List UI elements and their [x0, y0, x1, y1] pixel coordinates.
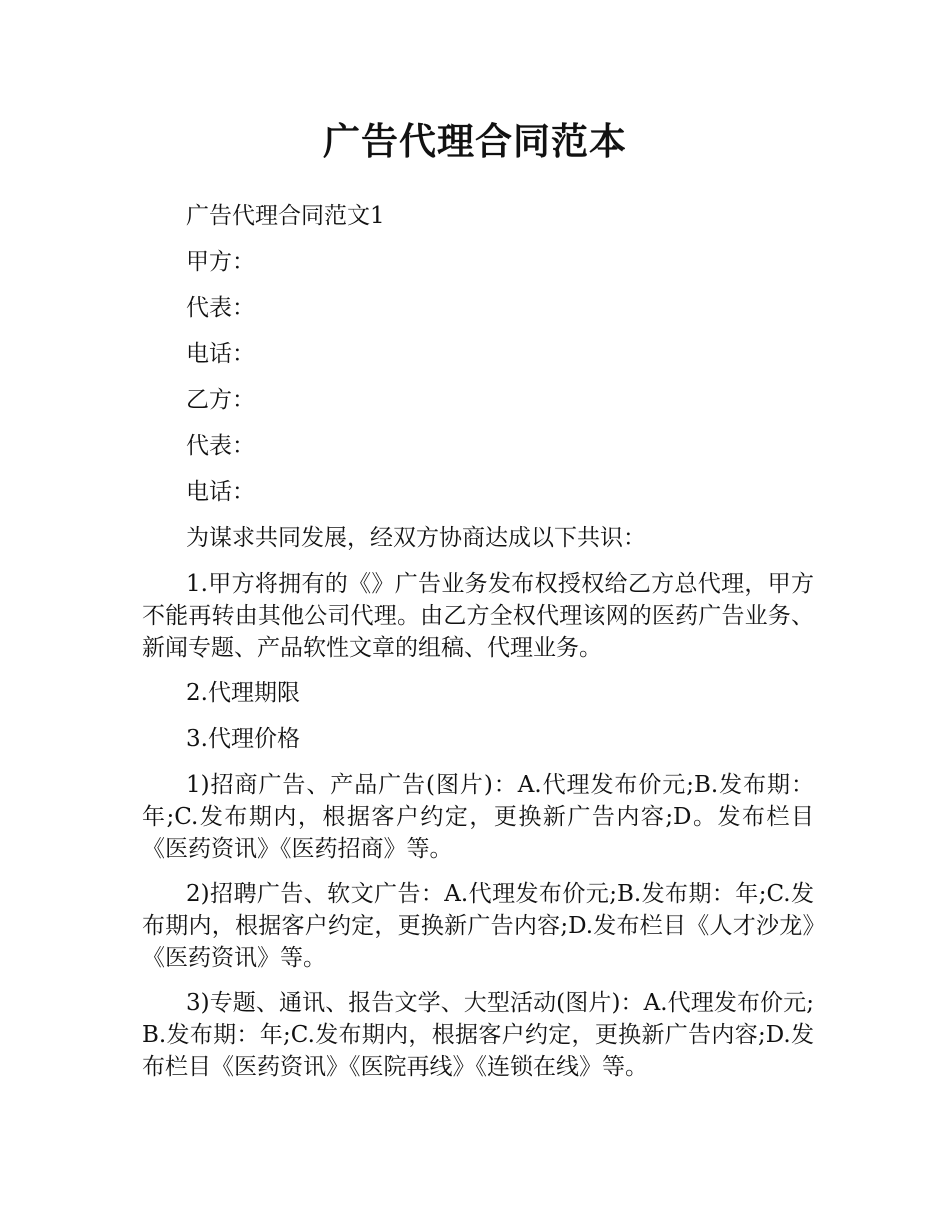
price-item-2: 2)招聘广告、软文广告：A.代理发布价元;B.发布期：年;C.发布期内，根据客户约定，更换新广告内容;D.发布栏目《人才沙龙》《医药资讯》等。 [142, 881, 814, 971]
party-b-label: 乙方： [186, 387, 255, 413]
party-b-phone: 电话： [186, 479, 255, 505]
party-b-representative: 代表： [186, 433, 255, 459]
document-title: 广告代理合同范本 [323, 120, 627, 163]
party-a-phone: 电话： [186, 341, 255, 367]
agreement-intro: 为谋求共同发展，经双方协商达成以下共识： [186, 525, 646, 551]
contract-heading: 广告代理合同范文1 [186, 203, 385, 229]
clause-2-term: 2.代理期限 [186, 680, 300, 706]
clause-3-price: 3.代理价格 [186, 726, 300, 752]
document-body [142, 200, 814, 1096]
clause-1-authorization: 1.甲方将拥有的《》广告业务发布权授权给乙方总代理，甲方不能再转由其他公司代理。由乙方全权代理该网的医药广告业务、新闻专题、产品软性文章的组稿、代理业务。 [142, 571, 814, 661]
price-item-1: 1)招商广告、产品广告(图片)：A.代理发布价元;B.发布期：年;C.发布期内，根据客户约定，更换新广告内容;D。发布栏目《医药资讯》《医药招商》等。 [142, 772, 814, 862]
party-a-representative: 代表： [186, 295, 255, 321]
price-item-3: 3)专题、通讯、报告文学、大型活动(图片)：A.代理发布价元;B.发布期：年;C.发布期内，根据客户约定，更换新广告内容;D.发布栏目《医药资讯》《医院再线》《连锁在线》等。 [142, 990, 814, 1080]
party-a-label: 甲方： [186, 249, 255, 275]
